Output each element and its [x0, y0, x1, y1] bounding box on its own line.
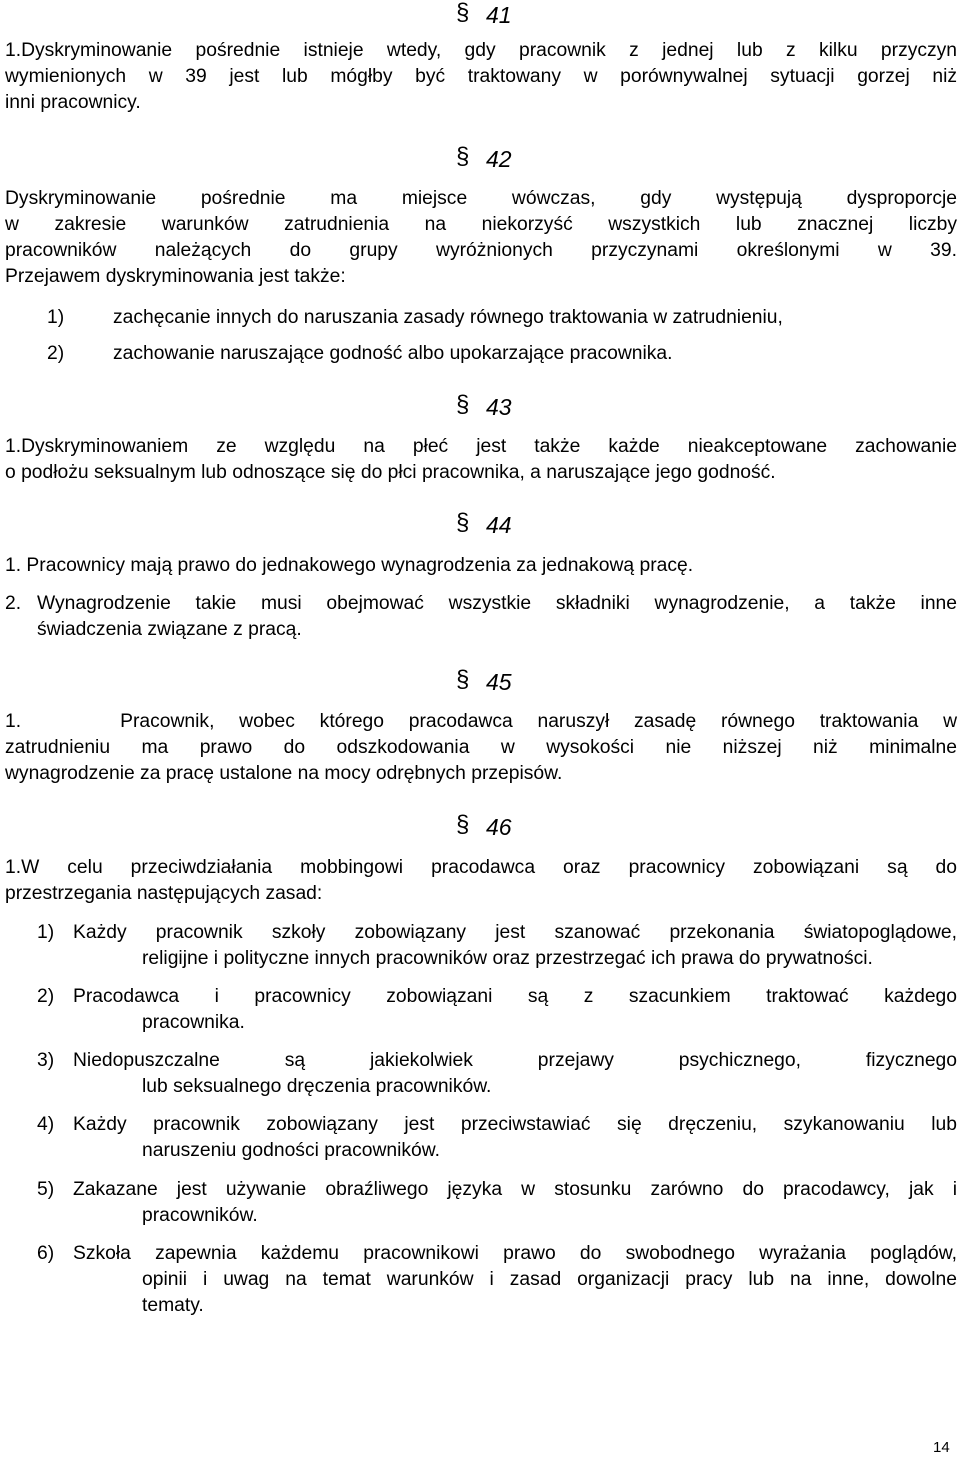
section-46-heading — [456, 811, 512, 840]
s43-line-1: 1.Dyskryminowaniem ze względu na płeć jest także każde nieakceptowane zachowanie — [5, 436, 957, 457]
section-42-heading — [456, 143, 512, 172]
section-number: 42 — [486, 145, 512, 172]
s41-line-3: inni pracownicy. — [5, 92, 141, 113]
s46-item-3-line-1: Niedopuszczalne są jakiekolwiek przejawy psychicznego, fizycznego — [73, 1050, 957, 1071]
s46-item-5-line-1: Zakazane jest używanie obraźliwego języka w stosunku zarówno do pracodawcy, jak i — [73, 1179, 957, 1200]
s42-item-2-text: zachowanie naruszające godność albo upokarzające pracownika. — [113, 343, 673, 364]
s41-line-2: wymienionych w 39 jest lub mógłby być traktowany w porównywalnej sytuacji gorzej niż — [5, 66, 957, 87]
s46-item-1-line-2: religijne i polityczne innych pracowników oraz przestrzegać ich prawa do prywatności. — [142, 948, 873, 969]
section-45-heading — [456, 666, 512, 695]
s46-item-6-line-3: tematy. — [142, 1295, 204, 1316]
s46-item-6-line-2: opinii i uwag na temat warunków i zasad organizacji pracy lub na inne, dowolne — [142, 1269, 957, 1290]
section-sign-icon: § — [456, 509, 470, 536]
s44-paragraph-2-line-2: świadczenia związane z pracą. — [37, 619, 302, 640]
section-sign-icon: § — [456, 811, 470, 838]
s42-item-2-number: 2) — [47, 343, 65, 364]
section-41-heading — [456, 0, 512, 28]
s42-line-1: Dyskryminowanie pośrednie ma miejsce wówczas, gdy występują dysproporcje — [5, 188, 957, 209]
section-sign-icon: § — [456, 666, 470, 693]
s46-item-1-line-1: Każdy pracownik szkoły zobowiązany jest szanować przekonania światopoglądowe, — [73, 922, 957, 943]
s46-item-4-line-2: naruszeniu godności pracowników. — [142, 1140, 440, 1161]
s46-item-2-line-2: pracownika. — [142, 1012, 245, 1033]
s42-line-3: pracowników należących do grupy wyróżnionych przyczynami określonymi w 39. — [5, 240, 957, 261]
s46-item-4-line-1: Każdy pracownik zobowiązany jest przeciwstawiać się dręczeniu, szykanowaniu lub — [73, 1114, 957, 1135]
s46-item-2-line-1: Pracodawca i pracownicy zobowiązani są z szacunkiem traktować każdego — [73, 986, 957, 1007]
s46-item-5-number: 5) — [37, 1179, 55, 1200]
section-43-heading — [456, 391, 512, 420]
s42-item-1-text: zachęcanie innych do naruszania zasady równego traktowania w zatrudnieniu, — [113, 307, 783, 328]
s44-paragraph-2-line-1: Wynagrodzenie takie musi obejmować wszystkie składniki wynagrodzenie, a także inne — [37, 593, 957, 614]
s44-paragraph-2-number: 2. — [5, 593, 22, 614]
section-number: 41 — [486, 1, 512, 28]
s46-item-3-line-2: lub seksualnego dręczenia pracowników. — [142, 1076, 492, 1097]
s46-item-6-number: 6) — [37, 1243, 55, 1264]
s46-item-5-line-2: pracowników. — [142, 1205, 258, 1226]
s46-item-3-number: 3) — [37, 1050, 55, 1071]
s45-line-3: wynagrodzenie za pracę ustalone na mocy odrębnych przepisów. — [5, 763, 563, 784]
s45-line-2: zatrudnieniu ma prawo do odszkodowania w wysokości nie niższej niż minimalne — [5, 737, 957, 758]
s41-line-1: 1.Dyskryminowanie pośrednie istnieje wtedy, gdy pracownik z jednej lub z kilku przyczyn — [5, 40, 957, 61]
section-number: 44 — [486, 511, 512, 538]
s46-line-1: 1.W celu przeciwdziałania mobbingowi pracodawca oraz pracownicy zobowiązani są do — [5, 857, 957, 878]
section-number: 46 — [486, 813, 512, 840]
s42-line-2: w zakresie warunków zatrudnienia na niekorzyść wszystkich lub znacznej liczby — [5, 214, 957, 235]
s46-item-1-number: 1) — [37, 922, 55, 943]
section-number: 45 — [486, 668, 512, 695]
s46-line-2: przestrzegania następujących zasad: — [5, 883, 323, 904]
s42-line-4: Przejawem dyskryminowania jest także: — [5, 266, 346, 287]
section-44-heading — [456, 509, 512, 538]
s44-paragraph-1: 1. Pracownicy mają prawo do jednakowego wynagrodzenia za jednakową pracę. — [5, 555, 694, 576]
section-sign-icon: § — [456, 391, 470, 418]
section-sign-icon: § — [456, 0, 470, 26]
s46-item-6-line-1: Szkoła zapewnia każdemu pracownikowi prawo do swobodnego wyrażania poglądów, — [73, 1243, 957, 1264]
section-number: 43 — [486, 393, 512, 420]
s43-line-2: o podłożu seksualnym lub odnoszące się do płci pracownika, a naruszające jego godność. — [5, 462, 776, 483]
s45-line-1: 1. Pracownik, wobec którego pracodawca naruszył zasadę równego traktowania w — [5, 711, 957, 732]
s46-item-2-number: 2) — [37, 986, 55, 1007]
s46-item-4-number: 4) — [37, 1114, 55, 1135]
page-number: 14 — [933, 1439, 950, 1456]
s42-item-1-number: 1) — [47, 307, 65, 328]
section-sign-icon: § — [456, 143, 470, 170]
